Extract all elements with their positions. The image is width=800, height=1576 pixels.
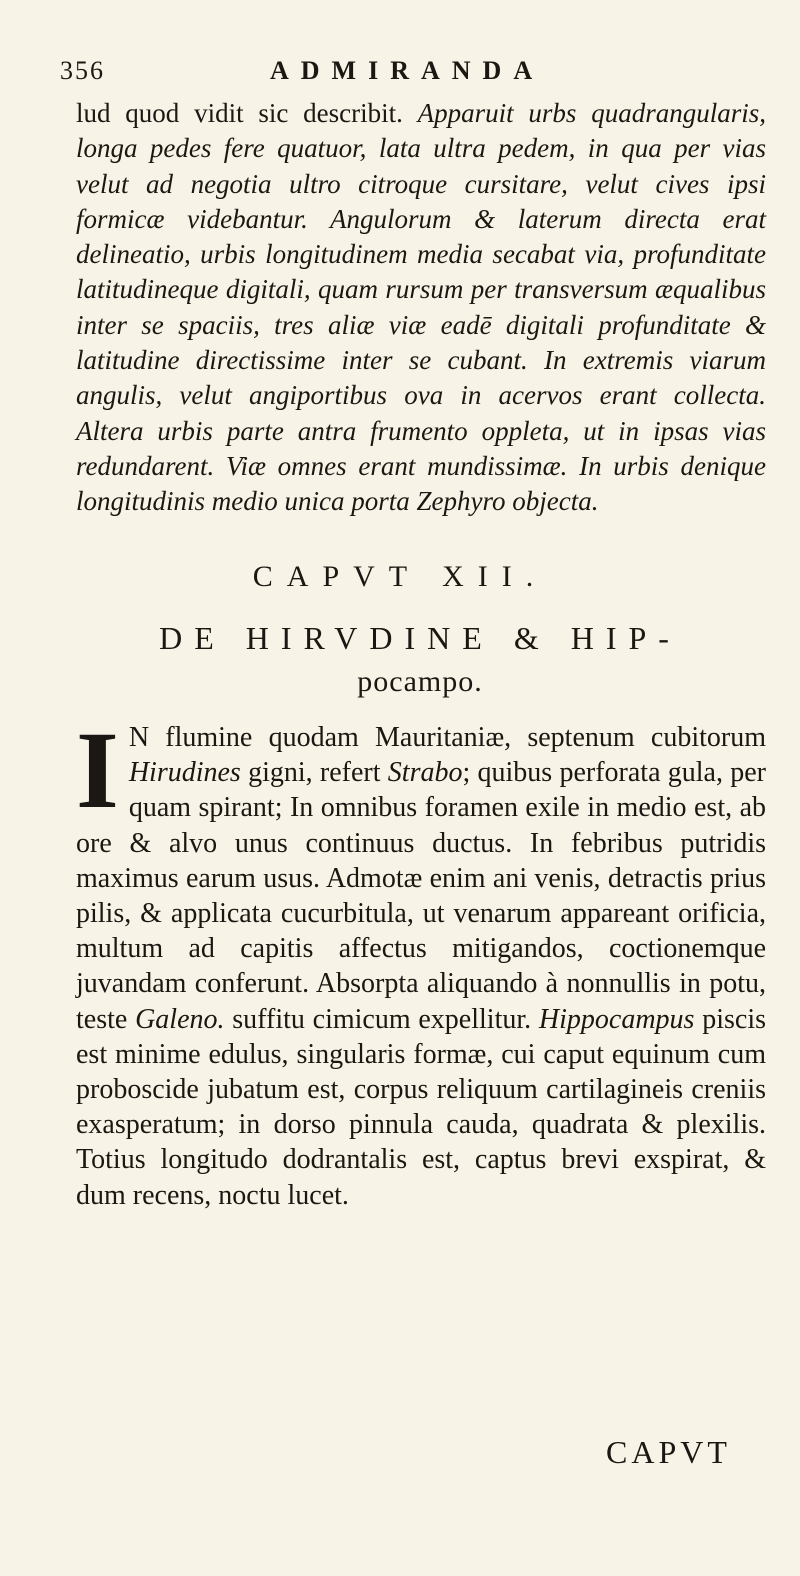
body-segment: ; quibus perforata gula, per quam spirant; In omnibus foramen exile in medio est, ab ore & alvo unus continuus ductus. In febribus putridis maximus earum usus. Admotæ enim ani venis, detractis prius pilis, & applicata cucurbitula, ut venarum appareant orificia, multum ad capitis affectus mitigandos, coctionemque juvandam conferunt. Absorpta aliquando à nonnullis in potu, teste bbox=[76, 757, 767, 1035]
catchword: CAPVT bbox=[606, 1434, 731, 1470]
chapter-body bbox=[76, 709, 767, 1213]
italic-author: Galeno. bbox=[135, 1003, 225, 1035]
italic-term: Hirudines bbox=[128, 757, 241, 789]
chapter-title-lower: pocampo. bbox=[357, 665, 483, 698]
page-header bbox=[60, 56, 710, 92]
continuation-paragraph bbox=[76, 96, 766, 520]
chapter-title-caps: DE HIRVDINE & HIP- bbox=[159, 620, 681, 656]
body-segment: suffitu cimicum expellitur. bbox=[224, 1003, 539, 1035]
italic-term: Hippocampus bbox=[538, 1003, 695, 1035]
continuation-lead: lud quod vidit sic describit. bbox=[76, 98, 418, 128]
drop-cap: I bbox=[76, 709, 119, 831]
body-segment: piscis est minime edulus, singularis formæ, cui caput equinum cum proboscide jubatum est, corpus reliquum cartilagineis creniis exasperatum; in dorso pinnula cauda, quadrata & plexilis. Totius longitudo dodrantalis est, captus brevi exspirat, & dum recens, noctu lucet. bbox=[76, 1003, 766, 1211]
chapter-heading: CAPVT XII. bbox=[252, 560, 548, 593]
chapter-title bbox=[80, 616, 760, 704]
italic-author: Strabo bbox=[387, 757, 463, 789]
running-head: ADMIRANDA bbox=[270, 56, 545, 85]
body-segment: N flumine quodam Mauritaniæ, septenum cubitorum bbox=[128, 722, 766, 753]
continuation-quote: Apparuit urbs quadrangularis, longa pedes fere quatuor, lata ultra pedem, in qua per vias velut ad negotia ultro citroque cursitare, velut cives ipsi formicæ videbantur. Angulorum & laterum directa erat delineatio, urbis longitudinem media secabat via, profunditate latitudineque digitali, quam rursum per transversum æqualibus inter se spaciis, tres aliæ viæ eadē digitali profunditate & latitudine directissime inter se cubant. In extremis viarum angulis, velut angiportibus ova in acervos erant collecta. Altera urbis parte antra frumento oppleta, ut in ipsas vias redundarent. Viæ omnes erant mundissimæ. In urbis denique longitudinis medio unica porta Zephyro objecta. bbox=[76, 98, 766, 517]
page-number: 356 bbox=[60, 56, 105, 85]
body-segment: gigni, refert bbox=[240, 757, 388, 789]
